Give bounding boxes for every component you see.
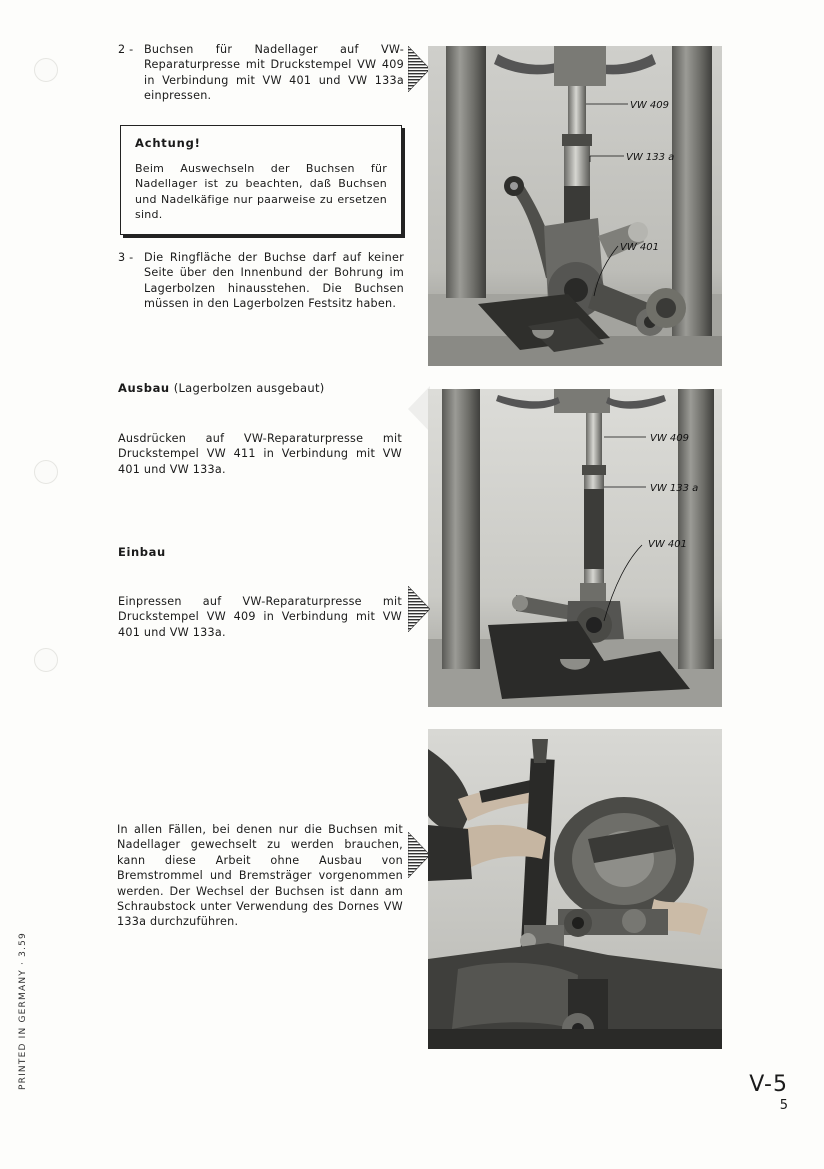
- step-3-text: Die Ringfläche der Buchse darf auf keiner Seite über den Innenbund der Bohrung im Lagerbolzen hinausstehen. Die Buchsen müssen in den Lagerbolzen Festsitz haben.: [144, 251, 404, 311]
- step-2: [118, 42, 404, 104]
- photo1-label-vw409: VW 409: [630, 100, 669, 111]
- pointer-arrow-icon: [408, 46, 430, 92]
- page-code: V-5: [749, 1072, 788, 1097]
- photo2-label-vw409: VW 409: [650, 433, 689, 444]
- printed-in-germany-note: PRINTED IN GERMANY · 3.59: [18, 932, 28, 1090]
- step-2-text: Buchsen für Nadellager auf VW-Reparaturpresse mit Druckstempel VW 409 in Verbindung mit VW 401 und VW 133a einpressen.: [144, 43, 404, 103]
- photo2-label-vw133a: VW 133 a: [650, 483, 699, 494]
- einbau-heading: Einbau: [118, 545, 166, 559]
- warning-box: [120, 125, 402, 235]
- faded-arrow-icon: [408, 386, 430, 432]
- pointer-arrow-icon: [408, 832, 430, 878]
- step-3: [118, 250, 404, 312]
- ausbau-heading-line: [118, 381, 325, 395]
- punch-hole: [34, 58, 58, 82]
- step-3-number: 3 -: [118, 251, 134, 264]
- photo-press-removal: [428, 389, 722, 707]
- photo2-label-vw401: VW 401: [648, 539, 687, 550]
- punch-hole: [34, 460, 58, 484]
- warning-text: Beim Auswechseln der Buchsen für Nadellager ist zu beachten, daß Buchsen und Nadelkäfige nur paarweise zu ersetzen sind.: [135, 162, 387, 221]
- punch-hole: [34, 648, 58, 672]
- ausbau-subheading: (Lagerbolzen ausgebaut): [173, 381, 325, 395]
- ausbau-heading: Ausbau: [118, 381, 170, 395]
- photo1-label-vw133a: VW 133 a: [626, 152, 675, 163]
- photo1-label-vw401: VW 401: [620, 242, 659, 253]
- ausbau-text: Ausdrücken auf VW-Reparaturpresse mit Druckstempel VW 411 in Verbindung mit VW 401 und VW 133a.: [118, 432, 402, 476]
- photo-press-installation: [428, 46, 722, 366]
- pointer-arrow-icon: [408, 586, 430, 632]
- einbau-text: Einpressen auf VW-Reparaturpresse mit Druckstempel VW 409 in Verbindung mit VW 401 und VW 133a.: [118, 595, 402, 639]
- page-number: 5: [779, 1098, 788, 1113]
- step-2-number: 2 -: [118, 43, 134, 56]
- warning-title: Achtung!: [135, 136, 201, 150]
- photo-vise-work: [428, 729, 722, 1049]
- final-text: In allen Fällen, bei denen nur die Buchsen mit Nadellager gewechselt zu werden brauchen, kann diese Arbeit ohne Ausbau von Bremstrommel und Bremsträger vorgenommen werden. Der Wechsel der Buchsen ist dann am Schraubstock unter Verwendung des Dornes VW 133a durchzuführen.: [117, 823, 403, 929]
